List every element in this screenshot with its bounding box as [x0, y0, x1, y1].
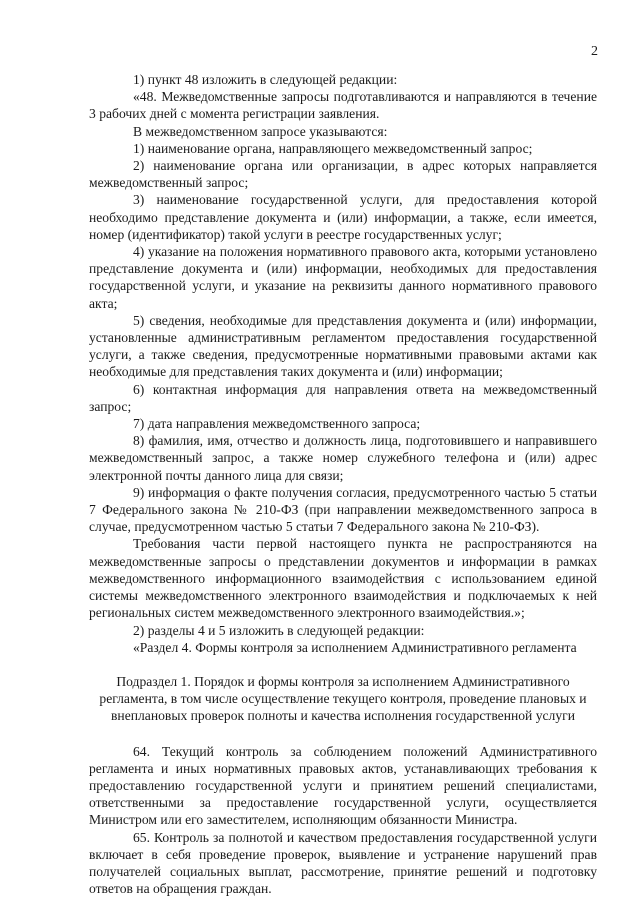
list-item: 5) сведения, необходимые для представления документа и (или) информации, установленные административным регламентом предоставления государственной услуги, а также сведения, предусмотренные нормативными правовыми актами как необходимые для представления таких документа и (или) информации;	[89, 312, 597, 380]
document-body	[89, 71, 597, 897]
subsection-heading: Подраздел 1. Порядок и формы контроля за исполнением Административного регламента, в том числе осуществление текущего контроля, проведение плановых и внеплановых проверок полноты и качества исполнения государственной услуги	[99, 673, 587, 724]
list-item: 9) информация о факте получения согласия, предусмотренного частью 5 статьи 7 Федерального закона № 210-ФЗ (при направлении межведомственного запроса в случае, предусмотренном частью 5 статьи 7 Федерального закона № 210-ФЗ).	[89, 484, 597, 535]
list-item: 1) наименование органа, направляющего межведомственный запрос;	[133, 140, 533, 156]
paragraph-point-48: «48. Межведомственные запросы подготавливаются и направляются в течение 3 рабочих дней с момента регистрации заявления.	[89, 89, 597, 122]
list-item: 6) контактная информация для направления ответа на межведомственный запрос;	[89, 381, 597, 414]
section-4-title: «Раздел 4. Формы контроля за исполнением Административного регламента	[133, 639, 577, 655]
list-item: 4) указание на положения нормативного правового акта, которыми установлено представление документа и (или) информации, необходимых для предоставления государственной услуги, и указание на реквизиты данного нормативного правового акта;	[89, 244, 597, 311]
list-item: 2) наименование органа или организации, в адрес которых направляется межведомственный запрос;	[89, 158, 597, 191]
paragraph-requirements: Требования части первой настоящего пункта не распространяются на межведомственные запросы о представлении документов и информации в рамках межведомственного информационного взаимодействия с использованием единой системы межведомственного электронного взаимодействия и подключаемых к ней региональных систем межведомственного электронного взаимодействия.»;	[89, 536, 597, 621]
paragraph-65: 65. Контроль за полнотой и качеством предоставления государственной услуги включает в себя проведение проверок, выявление и устранение нарушений прав получателей социальных выплат, рассмотрение, принятие решений и подготовку ответов на обращения граждан.	[89, 829, 597, 897]
list-item: 7) дата направления межведомственного запроса;	[133, 416, 421, 432]
paragraph-64: 64. Текущий контроль за соблюдением положений Административного регламента и иных нормативных правовых актов, устанавливающих требования к предоставлению государственной услуги и принятием решений специалистами, ответственными за предоставление государственной услуги, осуществляется Министром или его заместителем, исполняющим обязанности Министра.	[89, 743, 597, 828]
page-number: 2	[591, 44, 598, 59]
paragraph-item-2: 2) разделы 4 и 5 изложить в следующей редакции:	[133, 622, 425, 638]
list-item: 8) фамилия, имя, отчество и должность лица, подготовившего и направившего межведомственный запрос, а также номер служебного телефона и (или) адрес электронной почты данного лица для связи;	[89, 433, 597, 483]
paragraph-request-contents: В межведомственном запросе указываются:	[133, 123, 388, 139]
list-item: 3) наименование государственной услуги, для предоставления которой необходимо представление документа и (или) информации, а также, если имеется, номер (идентификатор) такой услуги в реестре государственных услуг;	[89, 192, 597, 242]
paragraph-item-1: 1) пункт 48 изложить в следующей редакции:	[133, 72, 398, 87]
